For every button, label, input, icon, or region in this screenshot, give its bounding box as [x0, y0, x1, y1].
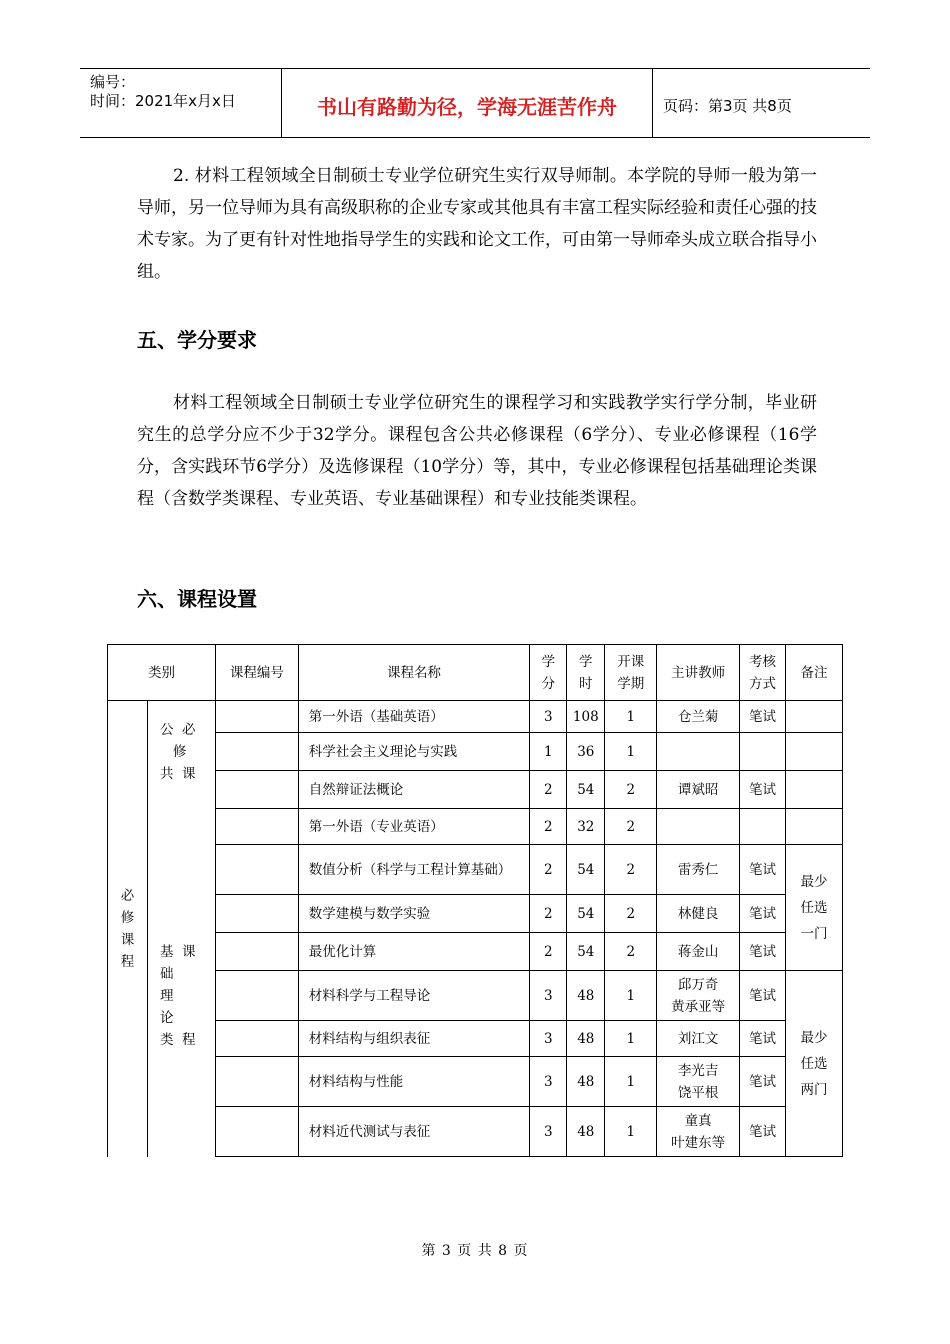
course-name: 科学社会主义理论与实践 [298, 733, 530, 771]
course-teacher [657, 809, 740, 845]
course-exam: 笔试 [740, 701, 786, 733]
table-row [108, 1107, 843, 1157]
course-credit: 3 [530, 971, 567, 1021]
header-semester: 开课 学期 [605, 645, 657, 701]
course-semester: 2 [605, 933, 657, 971]
table-row [108, 771, 843, 809]
note-group-2: 最少 任选 两门 [786, 971, 843, 1157]
course-hours: 32 [567, 809, 605, 845]
course-teacher: 林健良 [657, 895, 740, 933]
course-code [215, 1057, 298, 1107]
course-code [215, 895, 298, 933]
motto: 书山有路勤为径，学海无涯苦作舟 [281, 69, 653, 137]
course-credit: 2 [530, 771, 567, 809]
date-label: 时间：2021年x月x日 [90, 92, 236, 110]
course-exam [740, 809, 786, 845]
course-hours: 54 [567, 895, 605, 933]
table-row [108, 701, 843, 733]
section-5-title: 五、学分要求 [137, 328, 257, 352]
page-header [80, 68, 870, 138]
course-note [786, 701, 843, 733]
course-name: 最优化计算 [298, 933, 530, 971]
course-hours: 48 [567, 971, 605, 1021]
course-code [215, 701, 298, 733]
course-note [786, 809, 843, 845]
header-credit: 学 分 [530, 645, 567, 701]
course-teacher: 蒋金山 [657, 933, 740, 971]
course-name: 材料结构与组织表征 [298, 1021, 530, 1057]
course-teacher: 李光吉 饶平根 [657, 1057, 740, 1107]
table-row [108, 1021, 843, 1057]
course-semester: 1 [605, 1107, 657, 1157]
course-credit: 3 [530, 1057, 567, 1107]
table-row [108, 895, 843, 933]
course-exam: 笔试 [740, 1057, 786, 1107]
course-code [215, 1107, 298, 1157]
course-semester: 2 [605, 809, 657, 845]
category-public: 公 必 修 共 课 [147, 701, 215, 845]
course-semester: 2 [605, 771, 657, 809]
table-row [108, 733, 843, 771]
course-name: 材料结构与性能 [298, 1057, 530, 1107]
course-hours: 108 [567, 701, 605, 733]
header-exam: 考核 方式 [740, 645, 786, 701]
course-code [215, 809, 298, 845]
course-semester: 2 [605, 845, 657, 895]
course-name: 第一外语（基础英语） [298, 701, 530, 733]
course-semester: 1 [605, 1057, 657, 1107]
course-code [215, 733, 298, 771]
course-hours: 54 [567, 845, 605, 895]
code-label: 编号： [90, 73, 136, 91]
page-footer: 第 3 页 共 8 页 [421, 1243, 529, 1259]
header-hours: 学 时 [567, 645, 605, 701]
course-table [107, 644, 843, 1157]
course-exam: 笔试 [740, 895, 786, 933]
header-name: 课程名称 [298, 645, 530, 701]
course-name: 第一外语（专业英语） [298, 809, 530, 845]
course-teacher: 谭斌昭 [657, 771, 740, 809]
table-row [108, 971, 843, 1021]
course-name: 数学建模与数学实验 [298, 895, 530, 933]
table-row [108, 809, 843, 845]
course-teacher [657, 733, 740, 771]
header-code: 课程编号 [215, 645, 298, 701]
course-exam: 笔试 [740, 845, 786, 895]
course-name: 自然辩证法概论 [298, 771, 530, 809]
header-note: 备注 [786, 645, 843, 701]
course-name: 材料近代测试与表征 [298, 1107, 530, 1157]
course-credit: 1 [530, 733, 567, 771]
table-row [108, 845, 843, 895]
course-semester: 1 [605, 971, 657, 1021]
course-name: 材料科学与工程导论 [298, 971, 530, 1021]
course-teacher: 雷秀仁 [657, 845, 740, 895]
page-label: 页码：第3页 共8页 [663, 96, 792, 115]
course-teacher: 仓兰菊 [657, 701, 740, 733]
course-exam [740, 733, 786, 771]
category-basic: 基 课 础 理 论 类 程 [147, 845, 215, 1157]
course-semester: 1 [605, 733, 657, 771]
paragraph-2: 2. 材料工程领域全日制硕士专业学位研究生实行双导师制。本学院的导师一般为第一导师，另一位导师为具有高级职称的企业专家或其他具有丰富工程实际经验和责任心强的技术专家。为了更有针对性地指导学生的实践和论文工作，可由第一导师牵头成立联合指导小组。 [137, 166, 817, 282]
course-semester: 1 [605, 701, 657, 733]
course-exam: 笔试 [740, 771, 786, 809]
section-6-title: 六、课程设置 [137, 587, 257, 611]
course-code [215, 933, 298, 971]
header-left [80, 69, 281, 137]
course-teacher: 邱万奇 黄承亚等 [657, 971, 740, 1021]
course-hours: 48 [567, 1057, 605, 1107]
course-code [215, 971, 298, 1021]
course-note [786, 733, 843, 771]
course-credit: 3 [530, 1021, 567, 1057]
course-code [215, 845, 298, 895]
course-semester: 2 [605, 895, 657, 933]
course-hours: 54 [567, 771, 605, 809]
course-hours: 54 [567, 933, 605, 971]
course-credit: 2 [530, 845, 567, 895]
table-row [108, 933, 843, 971]
course-hours: 36 [567, 733, 605, 771]
course-semester: 1 [605, 1021, 657, 1057]
course-teacher: 童真 叶建东等 [657, 1107, 740, 1157]
course-exam: 笔试 [740, 1107, 786, 1157]
table-header-row [108, 645, 843, 701]
table-row [108, 1057, 843, 1107]
course-credit: 2 [530, 933, 567, 971]
course-code [215, 1021, 298, 1057]
section-5-body: 材料工程领域全日制硕士专业学位研究生的课程学习和实践教学实行学分制，毕业研究生的总学分应不少于32学分。课程包含公共必修课程（6学分）、专业必修课程（16学分，含实践环节6学分）及选修课程（10学分）等，其中，专业必修课程包括基础理论类课程（含数学类课程、专业英语、专业基础课程）和专业技能类课程。 [137, 393, 817, 509]
course-name: 数值分析（科学与工程计算基础） [298, 845, 530, 895]
course-note [786, 771, 843, 809]
course-exam: 笔试 [740, 971, 786, 1021]
course-credit: 3 [530, 701, 567, 733]
course-credit: 3 [530, 1107, 567, 1157]
header-category: 类别 [108, 645, 216, 701]
category-main: 必 修 课 程 [108, 701, 148, 1157]
course-hours: 48 [567, 1107, 605, 1157]
course-exam: 笔试 [740, 1021, 786, 1057]
course-exam: 笔试 [740, 933, 786, 971]
course-hours: 48 [567, 1021, 605, 1057]
course-credit: 2 [530, 809, 567, 845]
header-teacher: 主讲教师 [657, 645, 740, 701]
course-credit: 2 [530, 895, 567, 933]
course-code [215, 771, 298, 809]
note-group-1: 最少 任选 一门 [786, 845, 843, 971]
course-teacher: 刘江文 [657, 1021, 740, 1057]
